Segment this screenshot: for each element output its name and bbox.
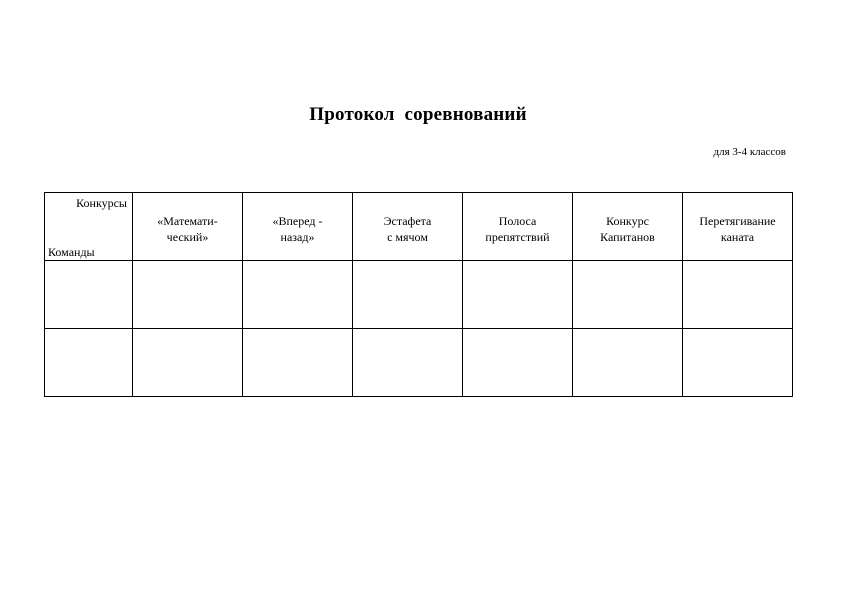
column-header-math [133, 193, 243, 261]
score-cell[interactable] [243, 329, 353, 397]
document-subtitle: для 3-4 классов [713, 146, 786, 158]
score-cell[interactable] [133, 261, 243, 329]
score-cell[interactable] [463, 261, 573, 329]
column-header-line: назад» [280, 230, 315, 244]
score-cell[interactable] [353, 329, 463, 397]
score-cell[interactable] [683, 329, 793, 397]
table-row [45, 261, 793, 329]
column-header-line: с мячом [387, 230, 428, 244]
column-header-line: ческий» [166, 230, 209, 244]
document-title: Протокол соревнований [309, 104, 527, 125]
score-cell[interactable] [683, 261, 793, 329]
column-header-captains-contest [573, 193, 683, 261]
score-cell[interactable] [353, 261, 463, 329]
table-row [45, 329, 793, 397]
teams-label: Команды [48, 245, 95, 259]
column-header-line: Полоса [498, 214, 537, 228]
column-header-line: Конкурс [606, 214, 649, 228]
column-header-line: Перетягивание [699, 214, 776, 228]
score-cell[interactable] [243, 261, 353, 329]
column-header-forward-back [243, 193, 353, 261]
column-header-ball-relay [353, 193, 463, 261]
column-header-line: Эстафета [383, 214, 432, 228]
corner-header-cell [45, 193, 133, 261]
team-name-cell[interactable] [45, 261, 133, 329]
competition-protocol-table [44, 192, 793, 397]
column-header-line: препятствий [485, 230, 550, 244]
table-header-row [45, 193, 793, 261]
score-cell[interactable] [133, 329, 243, 397]
column-header-tug-of-war [683, 193, 793, 261]
column-header-line: Капитанов [600, 230, 655, 244]
score-cell[interactable] [463, 329, 573, 397]
column-header-line: «Вперед - [272, 214, 323, 228]
column-header-line: каната [720, 230, 755, 244]
contests-label: Конкурсы [76, 196, 127, 210]
score-cell[interactable] [573, 261, 683, 329]
column-header-line: «Математи- [157, 214, 218, 228]
team-name-cell[interactable] [45, 329, 133, 397]
column-header-obstacle-course [463, 193, 573, 261]
score-cell[interactable] [573, 329, 683, 397]
